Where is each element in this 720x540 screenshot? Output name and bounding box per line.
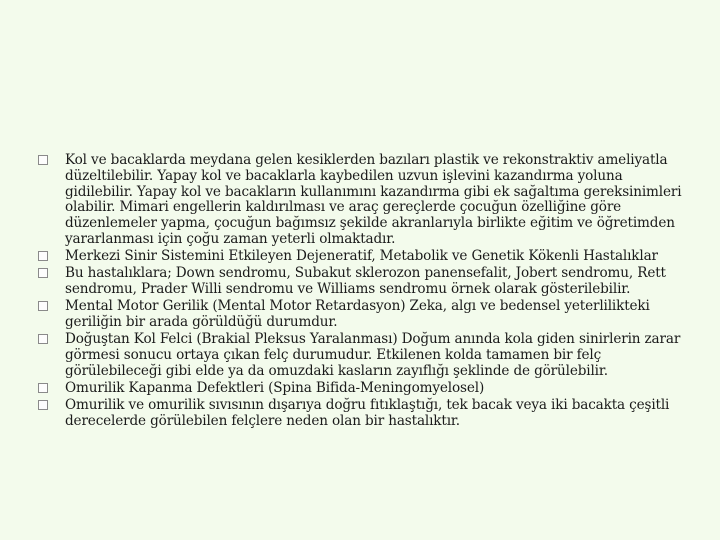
bullet-list [38,153,692,431]
bullet-item-5 [38,332,692,379]
square-bullet-icon [38,301,48,311]
bullet-item-7 [38,398,692,430]
square-bullet-icon [38,400,48,410]
bullet-text: Kol ve bacaklarda meydana gelen kesiklerden bazıları plastik ve rekonstraktiv ameliyatla düzeltilebilir. Yapay kol ve bacaklarla kaybedilen uzvun işlevini kazandırma yoluna gidilebilir. Yapay kol ve bacakların kullanımını kazandırma gibi ek sağaltıma gereksinimleri olabilir. Mimari engellerin kaldırılması ve araç gereçlerde çocuğun özelliğine göre düzenlemeler yapma, çocuğun bağımsız şekilde akranlarıyla birlikte eğitim ve öğretimden yararlanması için çoğu zaman yeterli olmaktadır. [65,152,682,247]
bullet-text: Doğuştan Kol Felci (Brakial Pleksus Yaralanması) Doğum anında kola giden sinirlerin zarar görmesi sonucu ortaya çıkan felç durumudur. Etkilenen kolda tamamen bir felç görülebileceği gibi elde ya da omuzdaki kasların zayıflığı şeklinde de görülebilir. [65,330,681,379]
bullet-text: Merkezi Sinir Sistemini Etkileyen Dejeneratif, Metabolik ve Genetik Kökenli Hastalıklar [65,248,658,265]
bullet-item-3 [38,266,692,298]
square-bullet-icon [38,251,48,261]
bullet-text: Bu hastalıklara; Down sendromu, Subakut sklerozon panensefalit, Jobert sendromu, Rett sendromu, Prader Willi sendromu ve Williams sendromu örnek olarak gösterilebilir. [65,265,666,297]
square-bullet-icon [38,268,48,278]
bullet-text: Omurilik ve omurilik sıvısının dışarıya doğru fıtıklaştığı, tek bacak veya iki bacakta çeşitli derecelerde görülebilen felçlere neden olan bir hastalıktır. [65,396,670,429]
square-bullet-icon [38,383,48,393]
bullet-text: Omurilik Kapanma Defektleri (Spina Bifida-Meningomyelosel) [65,379,485,396]
bullet-item-2 [38,249,692,265]
bullet-item-4 [38,299,692,331]
bullet-item-6 [38,381,692,397]
square-bullet-icon [38,334,48,344]
bullet-item-1 [38,153,692,248]
square-bullet-icon [38,155,48,165]
bullet-text: Mental Motor Gerilik (Mental Motor Retardasyon) Zeka, algı ve bedensel yeterlilikteki geriliğin bir arada görüldüğü durumdur. [65,298,650,330]
